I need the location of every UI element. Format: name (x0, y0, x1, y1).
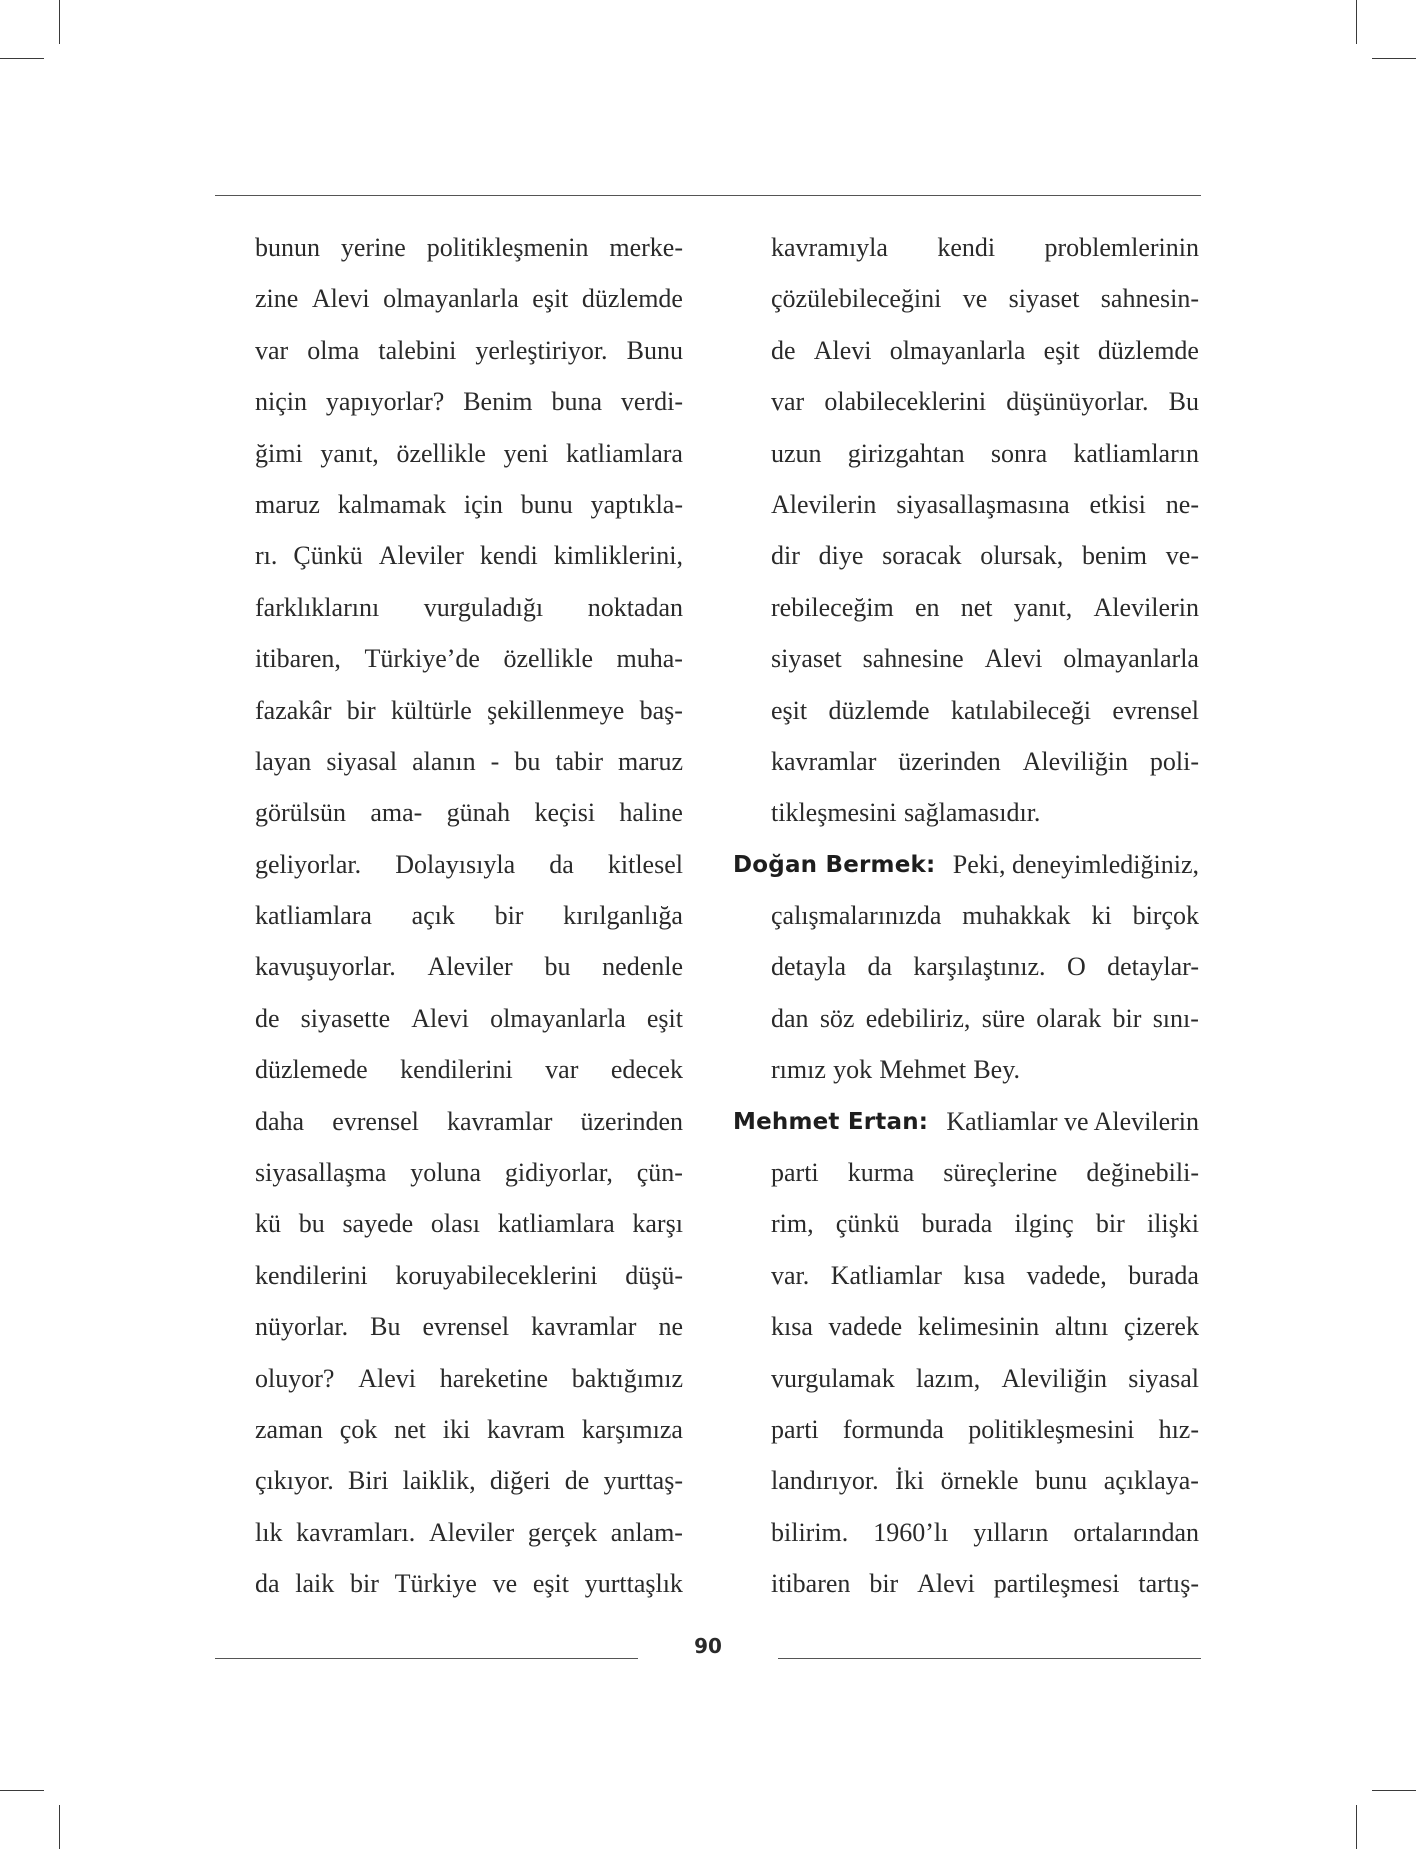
speaker-first-text: Peki, deneyimlediğiniz, (952, 849, 1199, 879)
footer-rule-left (215, 1658, 638, 1659)
text-line: de Alevi olmayanlarla eşit düzlemde (771, 335, 1199, 365)
text-line: ğimi yanıt, özellikle yeni katliamlara (255, 438, 683, 468)
crop-mark-bottom-left (59, 1805, 60, 1849)
text-line: siyaset sahnesine Alevi olmayanlarla (771, 644, 1199, 674)
speaker2-first-line (733, 1102, 1199, 1153)
text-line: kü bu sayede olası katliamlara karşı (255, 1209, 683, 1239)
text-line: uzun girizgahtan sonra katliamların (771, 438, 1199, 468)
text-line: rı. Çünkü Aleviler kendi kimliklerini, (255, 541, 683, 571)
text-line: var olabileceklerini düşünüyorlar. Bu (771, 387, 1199, 417)
text-line: dir diye soracak olursak, benim ve- (771, 541, 1199, 571)
text-line: dan söz edebiliriz, süre olarak bir sını- (771, 1003, 1199, 1033)
text-line: tikleşmesini sağlamasıdır. (771, 798, 1041, 828)
text-line: parti kurma süreçlerine değinebili- (771, 1158, 1199, 1188)
text-line: düzlemede kendilerini var edecek (255, 1055, 683, 1085)
text-line: farklıklarını vurguladığı noktadan (255, 592, 683, 622)
text-line: kendilerini koruyabileceklerini düşü- (255, 1260, 683, 1290)
crop-mark-top-right (1356, 0, 1357, 44)
crop-mark-top-right-h (1372, 58, 1416, 59)
text-line: parti formunda politikleşmesini hız- (771, 1414, 1199, 1444)
text-line: eşit düzlemde katılabileceği evrensel (771, 695, 1199, 725)
text-line: itibaren bir Alevi partileşmesi tartış- (771, 1569, 1199, 1599)
crop-mark-bottom-right (1356, 1805, 1357, 1849)
crop-mark-top-left (59, 0, 60, 44)
text-line: çıkıyor. Biri laiklik, diğeri de yurttaş- (255, 1466, 683, 1496)
text-line: rımız yok Mehmet Bey. (771, 1055, 1021, 1085)
text-line: detayla da karşılaştınız. O detaylar- (771, 952, 1199, 982)
speaker1-first-line (733, 845, 1199, 896)
text-line: fazakâr bir kültürle şekillenmeye baş- (255, 695, 683, 725)
text-line: zaman çok net iki kavram karşımıza (255, 1414, 683, 1444)
text-line: Alevilerin siyasallaşmasına etkisi ne- (771, 489, 1199, 519)
crop-mark-bottom-right-h (1372, 1790, 1416, 1791)
text-line: de siyasette Alevi olmayanlarla eşit (255, 1003, 683, 1033)
speaker-name: Doğan Bermek: (733, 851, 936, 878)
text-line: zine Alevi olmayanlarla eşit düzlemde (255, 284, 683, 314)
text-line: var. Katliamlar kısa vadede, burada (771, 1260, 1199, 1290)
speaker-name: Mehmet Ertan: (733, 1108, 929, 1135)
text-line: oluyor? Alevi hareketine baktığımız (255, 1363, 683, 1393)
text-line: kavramıyla kendi problemlerinin (771, 233, 1199, 262)
text-line: bilirim. 1960’lı yılların ortalarından (771, 1517, 1199, 1547)
left-column (255, 228, 683, 1616)
text-line: çözülebileceğini ve siyaset sahnesin- (771, 284, 1199, 314)
header-rule (215, 195, 1201, 196)
text-line: da laik bir Türkiye ve eşit yurttaşlık (255, 1569, 683, 1599)
text-line: niçin yapıyorlar? Benim buna verdi- (255, 387, 683, 417)
footer-rule-right (778, 1658, 1201, 1659)
text-line: kavramlar üzerinden Aleviliğin poli- (771, 746, 1199, 776)
text-line: daha evrensel kavramlar üzerinden (255, 1106, 683, 1136)
text-line: bunun yerine politikleşmenin merke- (255, 233, 683, 262)
text-line: var olma talebini yerleştiriyor. Bunu (255, 335, 683, 365)
text-line: rebileceğim en net yanıt, Alevilerin (771, 592, 1199, 622)
page-number: 90 (694, 1634, 722, 1658)
text-line: siyasallaşma yoluna gidiyorlar, çün- (255, 1158, 683, 1188)
text-line: kavuşuyorlar. Aleviler bu nedenle (255, 952, 683, 982)
text-line: maruz kalmamak için bunu yaptıkla- (255, 489, 683, 519)
text-line: katliamlara açık bir kırılganlığa (255, 901, 683, 931)
text-line: çalışmalarınızda muhakkak ki birçok (771, 901, 1199, 931)
text-line: kısa vadede kelimesinin altını çizerek (771, 1312, 1199, 1342)
text-line: itibaren, Türkiye’de özellikle muha- (255, 644, 683, 674)
text-line: rim, çünkü burada ilginç bir ilişki (771, 1209, 1199, 1239)
crop-mark-bottom-left-h (0, 1790, 44, 1791)
text-line: nüyorlar. Bu evrensel kavramlar ne (255, 1312, 683, 1342)
text-line: geliyorlar. Dolayısıyla da kitlesel (255, 849, 683, 879)
text-line: lık kavramları. Aleviler gerçek anlam- (255, 1517, 683, 1547)
text-line: vurgulamak lazım, Aleviliğin siyasal (771, 1363, 1199, 1393)
text-line: landırıyor. İki örnekle bunu açıklaya- (771, 1466, 1199, 1496)
right-column (733, 228, 1199, 1616)
crop-mark-top-left-h (0, 58, 44, 59)
text-line: layan siyasal alanın - bu tabir maruz (255, 746, 683, 776)
speaker-first-text: Katliamlar ve Alevilerin (946, 1106, 1199, 1136)
text-line: görülsün ama- günah keçisi haline (255, 798, 683, 828)
